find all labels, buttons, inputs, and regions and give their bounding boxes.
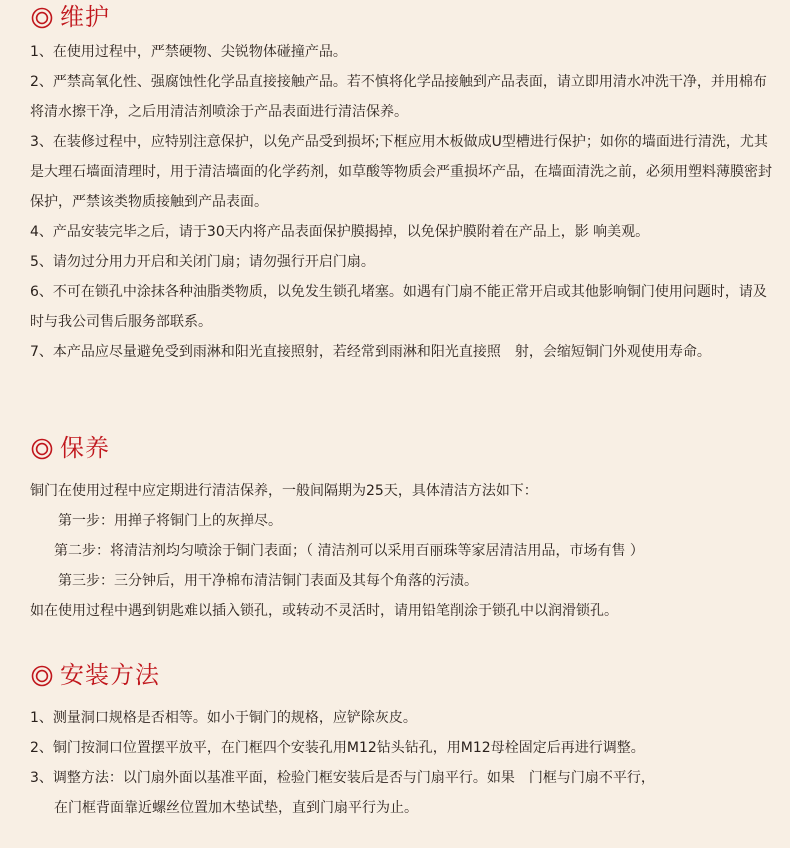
maintenance-item-5: 5、请勿过分用力开启和关闭门扇；请勿强行开启门扇。 <box>30 254 375 270</box>
install-section <box>30 658 774 823</box>
maintenance-item-6: 6、不可在锁孔中涂抹各种油脂类物质，以免发生锁孔堵塞。如遇有门扇不能正常开启或其他影响铜门使用问题时，请及时与我公司售后服务部联系。 <box>30 284 767 330</box>
maintenance-item-7: 7、本产品应尽量避免受到雨淋和阳光直接照射，若经常到雨淋和阳光直接照 射，会缩短铜门外观使用寿命。 <box>30 344 711 360</box>
maintenance-item-4: 4、产品安装完毕之后，请于30天内将产品表面保护膜揭掉，以免保护膜附着在产品上，影 响美观。 <box>30 224 650 240</box>
care-intro: 铜门在使用过程中应定期进行清洁保养，一般间隔期为25天，具体清洁方法如下： <box>30 483 538 499</box>
install-list <box>30 703 774 823</box>
care-content <box>30 476 774 626</box>
care-step-2: 第二步：将清洁剂均匀喷涂于铜门表面；（ 清洁剂可以采用百丽珠等家居清洁用品，市场有售 ） <box>54 543 644 559</box>
care-note: 如在使用过程中遇到钥匙难以插入锁孔，或转动不灵活时，请用铅笔削涂于锁孔中以润滑锁孔。 <box>30 603 618 619</box>
double-circle-icon <box>30 5 54 29</box>
install-title: 安装方法 <box>60 661 160 689</box>
maintenance-heading <box>30 0 774 34</box>
maintenance-item-3: 3、在装修过程中，应特别注意保护，以免产品受到损坏;下框应用木板做成U型槽进行保护；如你的墙面进行清洗，尤其是大理石墙面清理时，用于清洁墙面的化学药剂，如草酸等物质会严重损坏产品，在墙面清洗之前，必须用塑料薄膜密封保护，严禁该类物质接触到产品表面。 <box>30 134 772 210</box>
install-item-1: 1、测量洞口规格是否相等。如小于铜门的规格，应铲除灰皮。 <box>30 710 417 726</box>
maintenance-title: 维护 <box>60 3 110 31</box>
care-heading <box>30 431 774 465</box>
care-step-1: 第一步：用掸子将铜门上的灰掸尽。 <box>58 513 282 529</box>
maintenance-item-1: 1、在使用过程中，严禁硬物、尖锐物体碰撞产品。 <box>30 44 347 60</box>
maintenance-list <box>30 37 774 367</box>
care-section <box>30 431 774 626</box>
maintenance-item-2: 2、严禁高氧化性、强腐蚀性化学品直接接触产品。若不慎将化学品接触到产品表面，请立即用清水冲洗干净，并用棉布将清水擦干净，之后用清洁剂喷涂于产品表面进行清洁保养。 <box>30 74 767 120</box>
double-circle-icon <box>30 436 54 460</box>
maintenance-section <box>30 0 774 367</box>
care-title: 保养 <box>60 434 110 462</box>
install-item-2: 2、铜门按洞口位置摆平放平，在门框四个安装孔用M12钻头钻孔，用M12母栓固定后再进行调整。 <box>30 740 645 756</box>
double-circle-icon <box>30 663 54 687</box>
install-heading <box>30 658 774 692</box>
install-item-3-continuation: 在门框背面靠近螺丝位置加木垫试垫，直到门扇平行为止。 <box>54 800 418 816</box>
install-item-3: 3、调整方法：以门扇外面以基准平面，检验门框安装后是否与门扇平行。如果 门框与门扇不平行， <box>30 770 655 786</box>
care-step-3: 第三步：三分钟后，用干净棉布清洁铜门表面及其每个角落的污渍。 <box>58 573 478 589</box>
